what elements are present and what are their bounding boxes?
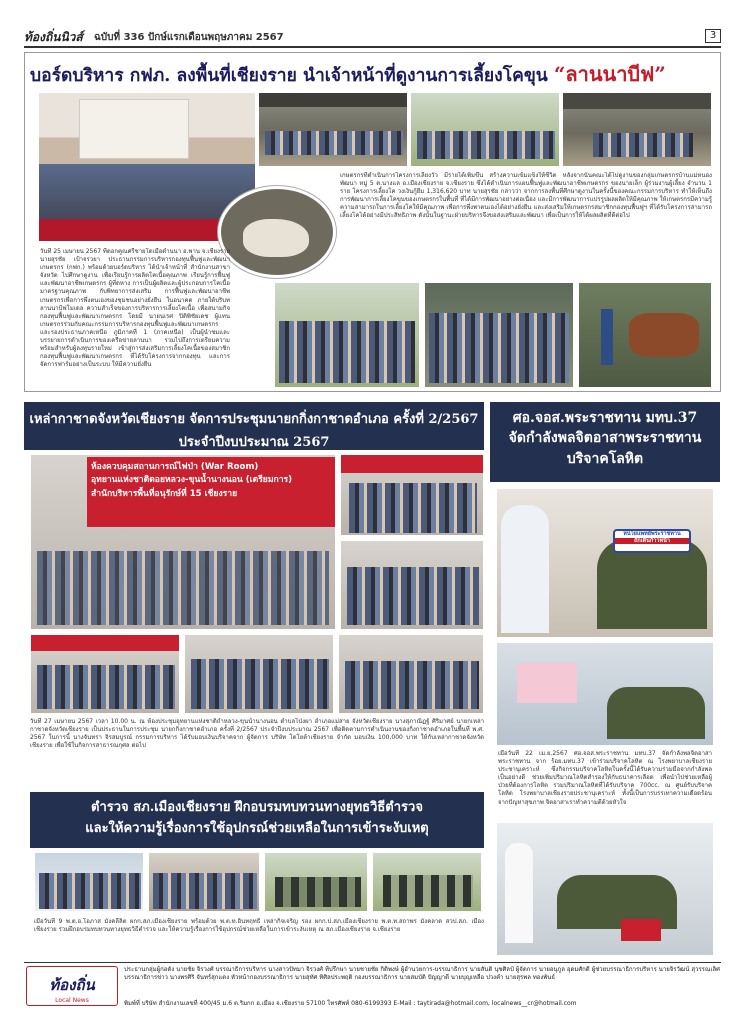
story1-title: บอร์ดบริหาร กฟภ. ลงพื้นที่เชียงราย นำเจ้าหน้าที่ดูงานการเลี้ยงโคขุน	[30, 66, 548, 86]
story4-title-line2: และให้ความรู้เรื่องการใช้อุปกรณ์ช่วยเหลือในการเข้าระงับเหตุ	[85, 820, 429, 836]
story1-title-highlight: “ลานนาบีฟ”	[553, 62, 666, 86]
footer-rule	[24, 962, 721, 963]
banner-line-2: อุทยานแห่งชาติดอยหลวง-ขุนน้ำนางนอน (เตรียมการ)	[91, 475, 293, 486]
story2-title-line2: ประจำปีงบประมาณ 2567	[178, 435, 330, 450]
story3-photo-2	[496, 642, 714, 746]
story2-body: วันที่ 27 เมษายน 2567 เวลา 10.00 น. ณ ห้องประชุมอุทยานแห่งชาติถ้ำหลวง-ขุนน้ำนางนอน ตำบลโป่งผา อำเภอแม่สาย จังหวัดเชียงราย นางสุภาณิฏฐ์ ศิริมาศย์ นายกเหล่ากาชาดจังหวัดเชียงราย เป็นประธานในการประชุม นายกกิ่งกาชาดอำเภอ ครั้งที่ 2/2567 ประจำปีงบประมาณ 2567 เพื่อติดตามการดำเนินงานของกิ่งกาชาดอำเภอในพื้นที่ พ.ศ. 2567 ในการนี้ นางจันทรา จิรสมบูรณ์ กรรมการบริหาร ได้รับมอบเงินบริจาคจาก ผู้จัดการ บริษัท โตโยต้าเชียงราย จำกัด มอบเงิน 100,000 บาท ให้กับเหล่ากาชาดจังหวัดเชียงราย เพื่อใช้ในกิจการสาธารณกุศล ต่อไป	[30, 718, 484, 750]
story4-title-bar	[30, 792, 484, 848]
story4-photo-3	[264, 852, 368, 912]
story1-column-2: เกษตรกรที่ดำเนินการโครงการเลี้ยงวัว มีรายได้เพิ่มขึ้น สร้างความเข้มแข็งให้ชีวิต หลังจากนั้นคณะได้ไปดูงานของกลุ่มเกษตรกรบ้านแม่หนองพัฒนา หมู่ 5 ต.นางแล อ.เมืองเชียงราย จ.เชียงราย ซึ่งได้ดำเนินการแผนฟื้นฟูและพัฒนาอาชีพเกษตรกร ของนายเล็ก ผู้ร่วมงานผู้เลี้ยง จำนวน 1 ราย โครงการเลี้ยงโค วงเงินกู้ยืม 1,316,620 บาท นายสุรชัย กล่าวว่า จากการลงพื้นที่ศึกษาดูงานในครั้งนี้ของคณะกรรมการบริหาร ทำให้เห็นถึงการพัฒนาการเลี้ยงโคขุนของเกษตรกรในพื้นที่ ที่ได้มีการพัฒนาอย่างต่อเนื่อง และมีการพัฒนาการแปรรูปผลผลิตให้มีคุณภาพ ให้เกษตรกรมีความรู้ความสามารถในการเลี้ยงโคให้มีคุณภาพ เพื่อการพึ่งพาตนเองได้อย่างยั่งยืน และส่งเสริมให้เกษตรกรสมาชิกกองทุนฟื้นฟูฯ ที่ได้รับโครงการสามารถเลี้ยงโคได้อย่างมีประสิทธิภาพ ดังนั้นในฐานะฝ่ายบริหารจึงขอส่งเสริมและพัฒนา เพื่อเป็นการให้ได้ผลผลิตที่ดีต่อไป	[340, 172, 712, 220]
story3-title-line1: ศอ.จอส.พระราชทาน มทบ.37	[512, 410, 698, 426]
footer-logo-sub: Local News	[55, 997, 89, 1004]
masthead-logo	[24, 26, 90, 46]
story1-photo-6	[424, 282, 574, 388]
blood-donation-sign	[613, 529, 691, 553]
footer-address: พิมพ์ที่ บริษัท สำนักงานเลขที่ 400/45 ม.6 ต.ริมกก อ.เมือง จ.เชียงราย 57100 โทรศัพท์ 080-6199393 E-Mail : taytirada@hotmail.com, localnews__cr@hotmail.com	[124, 1000, 577, 1007]
page-number: 3	[705, 29, 721, 43]
story3-body: เมื่อวันที่ 22 เม.ย.2567 ศอ.จอส.พระราชทาน มทบ.37 จัดกำลังพลจิตอาสาพระราชทาน จาก ร้อย.มทบ.37 เข้าร่วมบริจาคโลหิต ณ โรงพยาบาลเชียงรายประชานุเคราะห์ ซึ่งกิจกรรมบริจาคโลหิตในครั้งนี้ได้รับความร่วมมือจากกำลังพลเป็นอย่างดี ช่วยเพิ่มปริมาณโลหิตสำรองให้กับธนาคารเลือด เพื่อนำไปช่วยเหลือผู้ป่วยที่ต้องการโลหิต รวมปริมาณโลหิตที่ได้รับบริจาค 700cc. ณ ศูนย์รับบริจาคโลหิต โรงพยาบาลเชียงรายประชานุเคราะห์ ทั้งนี้เป็นการบรรเทาความเดือดร้อนจากปัญหาสุขภาพ จิตอาสาเราทำความดีด้วยหัวใจ	[498, 750, 712, 806]
story3-photo-1	[496, 488, 714, 638]
story2-title-bar	[24, 402, 484, 450]
story4-title-line1: ตำรวจ สภ.เมืองเชียงราย ฝึกอบรมทบทวนทางยุทธวิธีตำรวจ	[91, 800, 423, 815]
story2-title-line1: เหล่ากาชาดจังหวัดเชียงราย จัดการประชุมนายกกิ่งกาชาดอำเภอ ครั้งที่ 2/2567	[29, 412, 479, 427]
story1-photo-5	[274, 282, 420, 388]
story3-title-line3: บริจาคโลหิต	[566, 450, 644, 467]
story2-photo-6	[338, 634, 484, 714]
sign-bottom-text: ถักเดินก้าวหน้า	[615, 538, 689, 545]
story2-photo-3	[340, 540, 484, 630]
story4-photo-4	[372, 852, 482, 912]
story1-photo-2	[258, 92, 408, 167]
story1-photo-cow-inset	[218, 186, 336, 278]
story4-photo-1	[34, 852, 144, 912]
footer-logo	[26, 966, 118, 1006]
banner-line-1: ห้องควบคุมสถานการณ์ไฟป่า (War Room)	[91, 462, 259, 472]
footer-logo-main: ท้องถิ่น	[49, 976, 95, 994]
footer-credits: ประธานกลุ่มผู้ก่อตั้ง นายชัย จิรวงศ์ บรรณาธิการบริหาร นางสาวปัทมา จิรวงศ์ ที่ปรึกษา นายชายชัย กิติพงษ์ ผู้อำนวยการ-บรรณาธิการ นายสันติ นุชศิลป์ ผู้จัดการ นายอนุกูล อุดมศักดิ์ ผู้ช่วยบรรณาธิการบริหาร นายจิรวัฒน์ สุวรรณเลิศ บรรณาธิการข่าว นางพรศิริ จันทร์สุกแดง หัวหน้ากองบรรณาธิการ นายสุทัศ ทิศิลประพฤติ กองบรรณาธิการ นายสมบัติ ปัญญาดี นายบุญเหลือ ปวงคำ นายสุรพล ทองพันธ์	[124, 966, 720, 982]
story3-title-line2: จัดกำลังพลจิตอาสาพระราชทาน	[508, 430, 702, 447]
story2-photo-5	[184, 634, 334, 714]
sign-top-text: หน่วยแพทย์พระราชทาน	[623, 531, 681, 537]
story1-photo-7	[578, 282, 712, 388]
banner-line-3: สำนักบริหารพื้นที่อนุรักษ์ที่ 15 เชียงราย	[91, 488, 238, 499]
masthead-text: ท้องถิ่นนิวส์	[24, 30, 83, 44]
story1-photo-3	[410, 92, 560, 167]
header-rule	[24, 46, 721, 48]
story1-column-1: วันที่ 25 เมษายน 2567 ที่ดอกคูณศรีชายโดเมือดำนนา อ.พาน จ.เชียงราย นายสุรชัย เป้าจรวยา ประธานกรรมการบริหารกองทุนฟื้นฟูและพัฒนาเกษตรกร (กฟก.) พร้อมด้วยบอร์ดบริหาร ได้นำเจ้าหน้าที่ สำนักงานสาขาจังหวัด ไปศึกษาดูงาน เพื่อเรียนรู้การผลิตโคเนื้อคุณภาพ เรียนรู้การฟื้นฟูและพัฒนาอาชีพเกษตรกร ผู้ที่ดหาง การเป็นผู้ผลิตและผู้ประกอบการโคเนื้อมาตรฐานคุณภาพ กับพิทยาการส่งเสริม การฟื้นฟูและพัฒนาอาชีพเกษตรกรเพื่อการพึ่งตนเองของชุมชนอย่างยั่งยืน ในอนาคต ภายใต้บริบท ลานนาบีฟโมเดล ความสำเร็จของการบริหารการเลี้ยงโคเนื้อ เพื่อสนามกิจ กองทุนฟื้นฟูและพัฒนาเกษตรกร โดยมี นายนเรศ ปิติพิชัยเดช ผู้แทนเกษตรกรร่วมกับคณะกรรมการบริหารกองทุนฟื้นฟูและพัฒนาเกษตรกร และรองประธานภาคเหนือ ภูมิภาคที่ 1 (ภาคเหนือ) เป็นผู้นำชมและบรรยายการดำเนินการของเครือข่ายลานนา รวมไปถึงการเตรียมความพร้อมสำหรับผู้ลงทุนรายใหม่ เข้าสู่การส่งเสริมการเลี้ยงโคเนื้อของสมาชิกกองทุนฟื้นฟูและพัฒนาเกษตรกร ที่ได้รับโครงการจากกองทุน และการจัดการฟาร์มอย่างเป็นระบบ ให้มีความยั่งยืน	[40, 248, 230, 369]
story3-title-bar	[490, 402, 720, 482]
issue-line: ฉบับที่ 336 ปักษ์แรกเดือนพฤษภาคม 2567	[94, 32, 284, 43]
story4-body: เมื่อวันที่ 9 พ.ต.อ.โอภาส มังคลีลิต ผกก.สภ.เมืองเชียงราย พร้อมด้วย พ.ต.ท.อินทฤทธิ์ เหล่ากิจเจริญ รอง ผกก.ป.สภ.เมืองเชียงราย พ.ต.ท.สถาพร มังคลาด สวป.สภ. เมืองเชียงราย ร่วมฝึกอบรมทบทวนทางยุทธวิธีตำรวจ และให้ความรู้เรื่องการใช้อุปกรณ์ช่วยเหลือในการเข้าระงับเหตุ ณ สภ.เมืองเชียงราย จ.เชียงราย	[34, 918, 484, 934]
story1-photo-4	[562, 92, 712, 167]
story2-photo-4	[30, 634, 180, 714]
story3-photo-3	[496, 822, 714, 956]
story1-headline	[30, 58, 720, 90]
story2-photo-2	[340, 454, 484, 536]
story2-photo-war-room	[30, 454, 336, 630]
war-room-banner	[87, 457, 335, 527]
story4-photo-2	[148, 852, 260, 912]
